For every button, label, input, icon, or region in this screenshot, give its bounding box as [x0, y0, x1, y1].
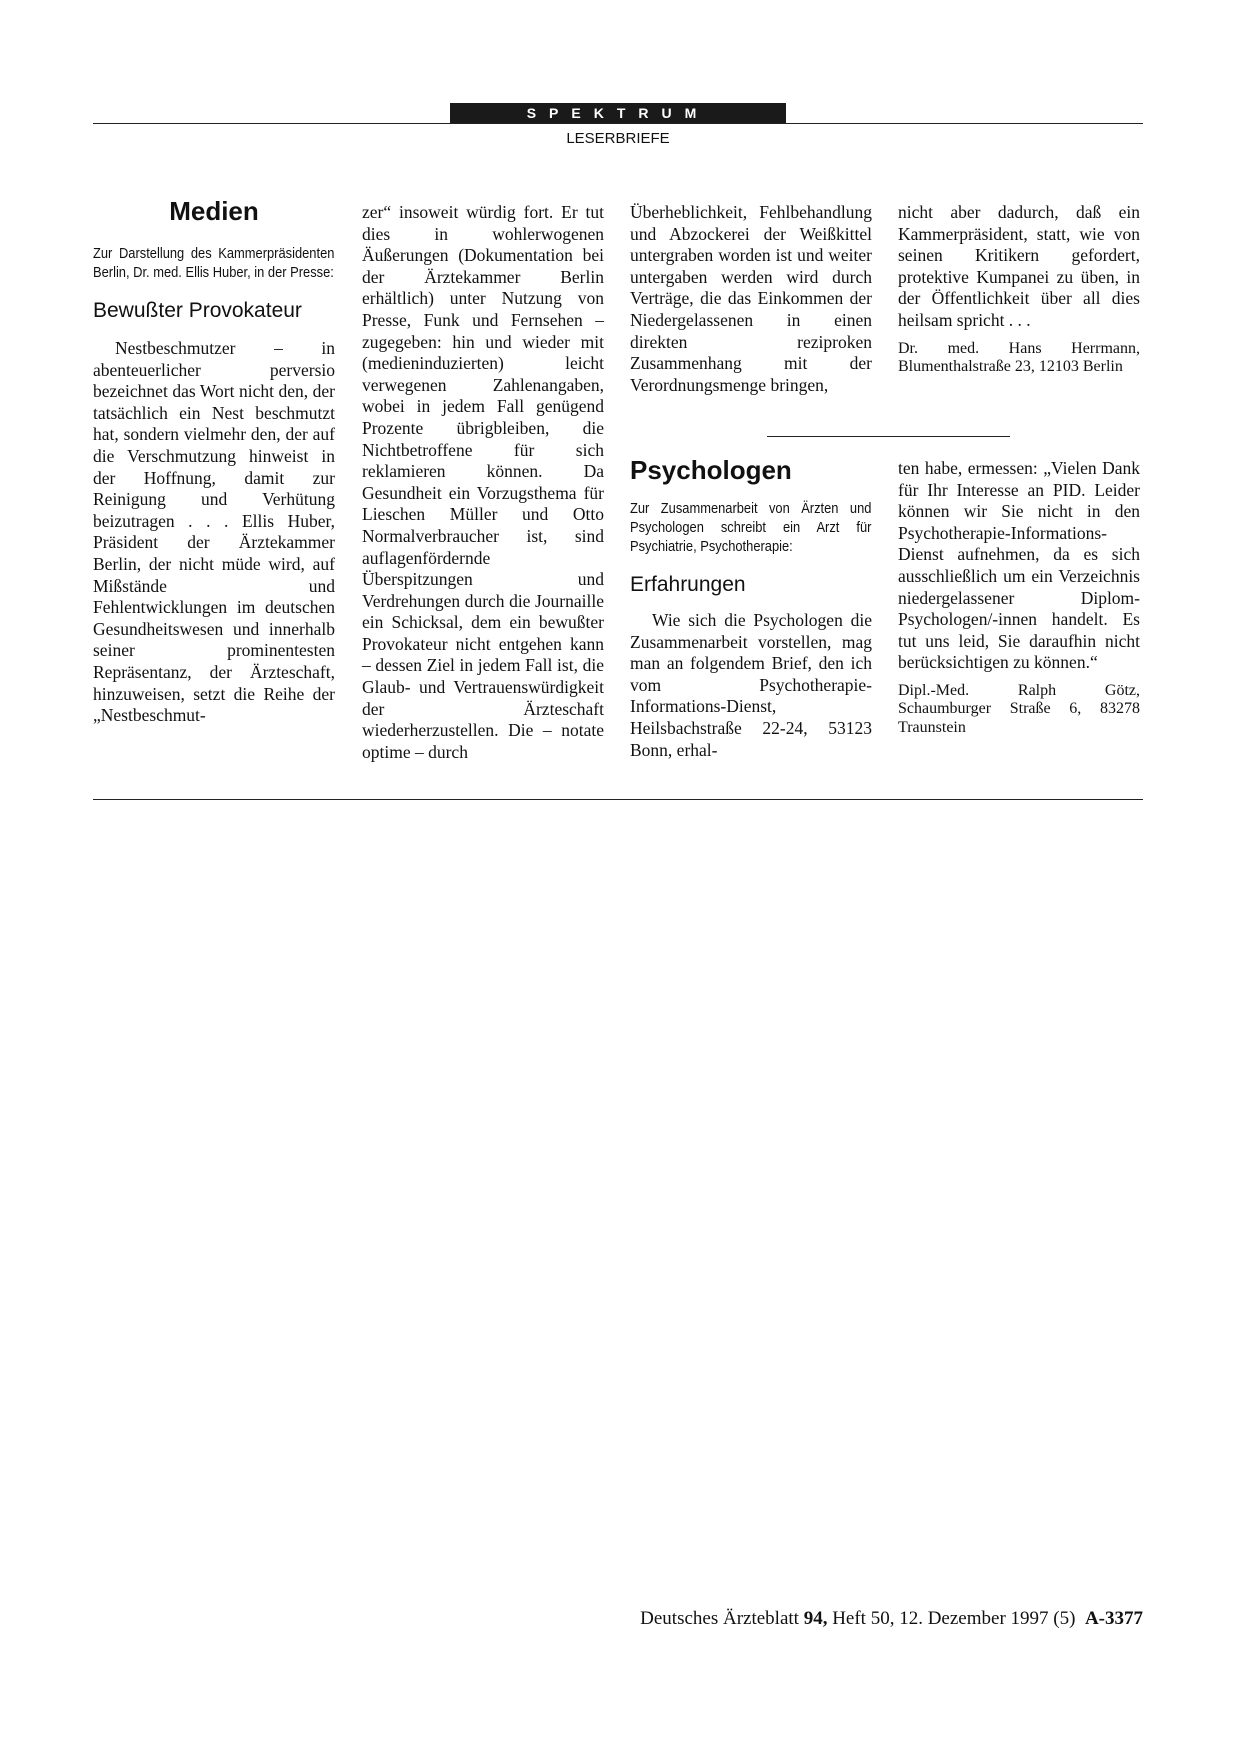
letter-intro: Zur Darstellung des Kammerpräsidenten Berlin, Dr. med. Ellis Huber, in der Presse:: [93, 245, 335, 281]
letter-body-continued: zer“ insoweit würdig fort. Er tut dies in wohlerwogenen Äußerungen (Dokumentation bei der Ärztekammer Berlin erhältlich) unter Nutzung von Presse, Funk und Fernsehen – zugegeben: hin und wieder mit (medieninduzierten) leicht verwegenen Zahlenangaben, wobei in jedem Fall genügend Prozente übrigbleiben, die Nichtbetroffene für sich reklamieren können. Da Gesundheit ein Vorzugsthema für Lieschen Müller und Otto Normalverbraucher ist, sind auflagenfördernde Überspitzungen und Verdrehungen durch die Journaille ein Schicksal, dem ein bewußter Provokateur nicht entgehen kann – dessen Ziel in jedem Fall ist, die Glaub- und Vertrauenswürdigkeit der Ärzteschaft wiederherzustellen. Die – notate optime – durch: [362, 202, 604, 762]
letter-body: Wie sich die Psychologen die Zusammenarbeit vorstellen, mag man an folgendem Brief, den ich vom Psychotherapie-Informations-Dienst, Heilsbachstraße 22-24, 53123 Bonn, erhal-: [630, 610, 872, 760]
column-3-bottom: [630, 455, 872, 761]
letter-headline: Bewußter Provokateur: [93, 299, 302, 322]
column-3-top: [630, 202, 872, 396]
page-footer: [640, 1608, 1143, 1630]
section-title-psychologen: Psychologen: [630, 455, 792, 485]
letter-signature: Dr. med. Hans Herrmann, Blumenthalstraße 23, 12103 Berlin: [898, 339, 1140, 376]
section-title-medien: Medien: [169, 196, 259, 226]
column-4-top: [898, 202, 1140, 377]
issue-date: Heft 50, 12. Dezember 1997 (5): [832, 1608, 1076, 1629]
letter-signature: Dipl.-Med. Ralph Götz, Schaumburger Straße 6, 83278 Traunstein: [898, 681, 1140, 736]
subsection-label: LESERBRIEFE: [566, 130, 670, 147]
section-banner: SPEKTRUM: [450, 103, 786, 123]
header-rule: [93, 123, 1143, 124]
letter-body-continued: Überheblichkeit, Fehlbehandlung und Abzockerei der Weißkittel untergraben worden ist und weiter untergaben werden wird durch Verträge, die das Einkommen der Niedergelassenen in einen direkten reziproken Zusammenhang mit der Verordnungsmenge bringen,: [630, 202, 872, 395]
page-number: A-3377: [1084, 1608, 1143, 1629]
letter-body-continued: nicht aber dadurch, daß ein Kammerpräsident, statt, wie von seinen Kritikern gefordert, protektive Kumpanei zu üben, in der Öffentlichkeit über all dies heilsam spricht . . .: [898, 202, 1140, 330]
letter-separator: [767, 436, 1010, 437]
bottom-rule: [93, 799, 1143, 800]
letter-body: Nestbeschmutzer – in abenteuerlicher perversio bezeichnet das Wort nicht den, der tatsächlich ein Nest beschmutzt hat, sondern vielmehr den, der auf die Verschmutzung hinweist in der Hoffnung, damit zur Reinigung und Verhütung beizutragen . . . Ellis Huber, Präsident der Ärztekammer Berlin, der nicht müde wird, auf Mißstände und Fehlentwicklungen im deutschen Gesundheitswesen und innerhalb seiner prominentesten Repräsentanz, der Ärzteschaft, hinzuweisen, setzt die Reihe der „Nestbeschmut-: [93, 338, 335, 726]
journal-name: Deutsches Ärzteblatt: [640, 1608, 799, 1629]
column-2: [362, 202, 604, 763]
letter-headline: Erfahrungen: [630, 573, 746, 596]
volume-number: 94,: [803, 1608, 828, 1629]
column-1: [93, 196, 335, 727]
letter-intro: Zur Zusammenarbeit von Ärzten und Psychologen schreibt ein Arzt für Psychiatrie, Psychotherapie:: [630, 500, 872, 555]
letter-body-continued: ten habe, ermessen: „Vielen Dank für Ihr Interesse an PID. Leider können wir Sie nicht in den Psychotherapie-Informations-Dienst aufnehmen, da es sich ausschließlich um ein Verzeichnis niedergelassener Diplom-Psychologen/-innen handelt. Es tut uns leid, Sie daraufhin nicht berücksichtigen zu können.“: [898, 458, 1140, 673]
column-4-bottom: [898, 458, 1140, 737]
